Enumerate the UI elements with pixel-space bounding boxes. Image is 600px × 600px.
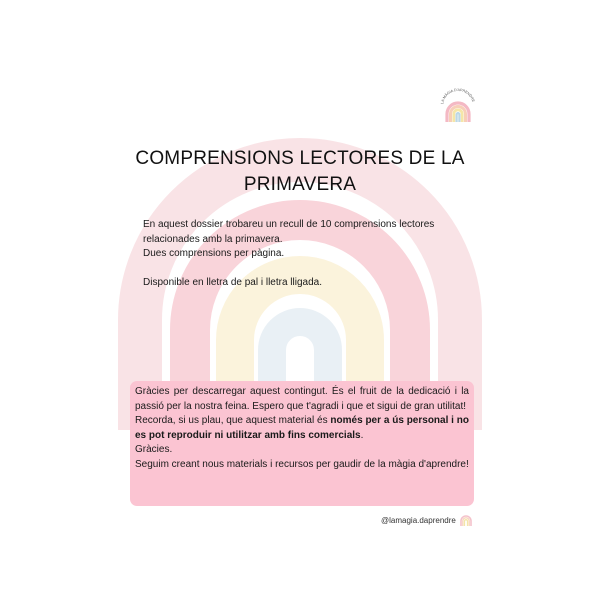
intro-text (143, 218, 463, 291)
thank-you-notice (130, 381, 474, 506)
title-line-1: COMPRENSIONS LECTORES DE LA (135, 148, 465, 169)
notice-p2-suffix: . (360, 429, 364, 441)
intro-line-3: Dues comprensions per pàgina. (143, 248, 285, 259)
intro-line-2: relacionades amb la primavera. (143, 233, 283, 245)
notice-paragraph-1: Gràcies per descarregar aquest contingut. És el fruit de la dedicació i la passió per la nostra feina. Espero que t'agradi i que et sigui de gran utilitat! (135, 386, 469, 412)
rainbow-icon (459, 514, 473, 526)
rainbow-logo-icon (437, 86, 479, 124)
notice-p2-prefix: Recorda, si us plau, que aquest material és (135, 415, 331, 427)
usage-restriction-text: només per a ús personal i no es pot reproduir ni utilitzar amb fins comercials (135, 415, 469, 441)
handle-text: @lamagia.daprendre (381, 515, 456, 525)
notice-paragraph-2 (135, 414, 469, 443)
intro-line-4: Disponible en lletra de pal i lletra lligada. (143, 277, 322, 288)
title-line-2: PRIMAVERA (243, 174, 357, 195)
logo-arc-text: LA MÀGIA D'APRENDRE (440, 87, 476, 105)
notice-paragraph-4: Seguim creant nous materials i recursos per gaudir de la màgia d'aprendre! (135, 458, 469, 470)
page-title (100, 146, 500, 198)
notice-paragraph-3: Gràcies. (135, 444, 173, 456)
spacer (143, 262, 463, 277)
intro-line-1: En aquest dossier trobareu un recull de 10 comprensions lectores (143, 219, 435, 230)
social-handle (381, 514, 473, 526)
